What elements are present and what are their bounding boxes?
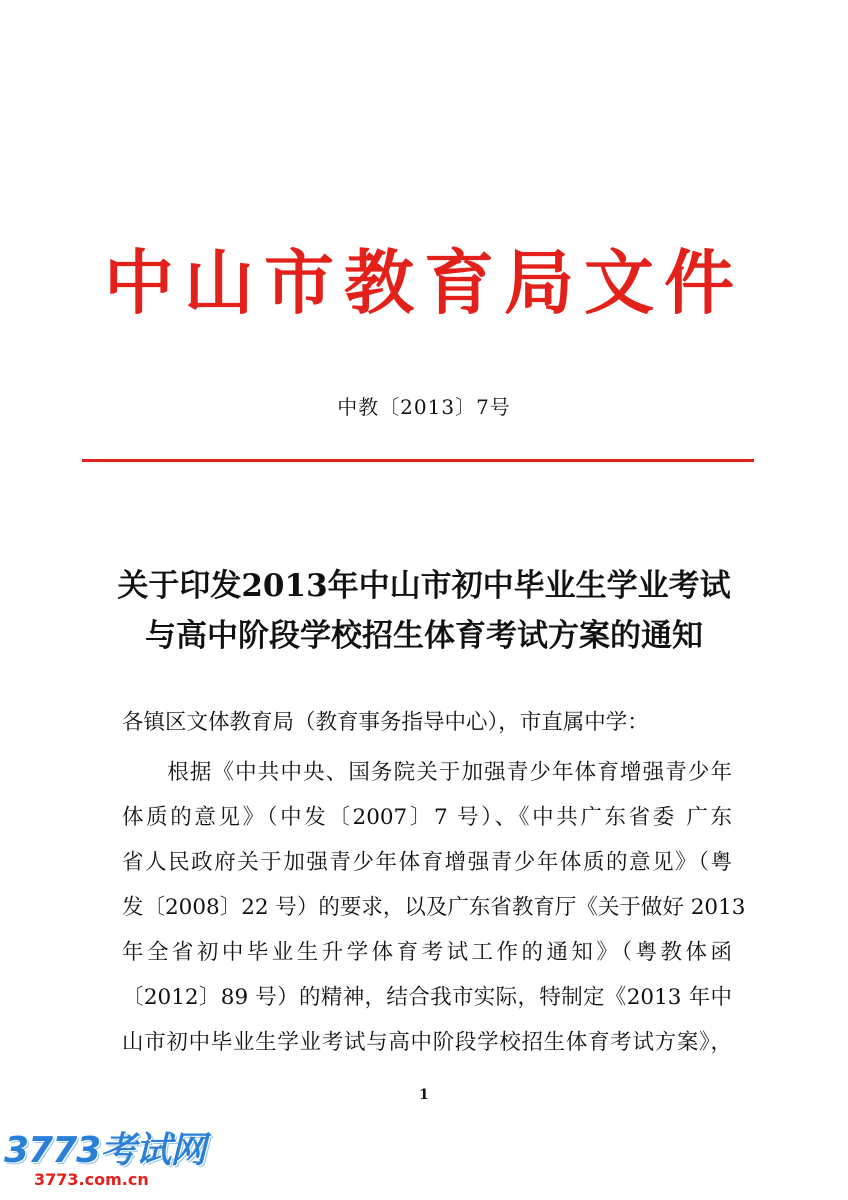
body-line: 〔2012〕89 号）的精神，结合我市实际，特制定《2013 年中	[122, 985, 732, 1010]
header-divider-line	[82, 459, 754, 462]
body-line: 根据《中共中央、国务院关于加强青少年体育增强青少年	[122, 760, 732, 785]
document-header-title: 中山市教育局文件	[104, 241, 744, 324]
page-number: 1	[419, 1087, 429, 1103]
salutation: 各镇区文体教育局（教育事务指导中心），市直属中学：	[122, 710, 649, 735]
body-line: 体质的意见》（中发〔2007〕7 号）、《中共广东省委 广东	[122, 805, 732, 830]
body-line: 省人民政府关于加强青少年体育增强青少年体质的意见》（粤	[122, 850, 732, 875]
document-number: 中教〔2013〕7号	[337, 395, 511, 419]
body-line: 年全省初中毕业生升学体育考试工作的通知》（粤教体函	[122, 940, 732, 965]
watermark-logo: 3773考试网	[4, 1130, 206, 1171]
watermark-url: 3773.com.cn	[34, 1170, 149, 1189]
body-line: 发〔2008〕22 号）的要求，以及广东省教育厅《关于做好 2013	[122, 895, 746, 920]
notice-title-line-2: 与高中阶段学校招生体育考试方案的通知	[145, 618, 703, 654]
site-watermark[interactable]	[4, 1131, 205, 1189]
body-line: 山市初中毕业生学业考试与高中阶段学校招生体育考试方案》，	[122, 1030, 732, 1055]
notice-title-line-1: 关于印发2013年中山市初中毕业生学业考试	[117, 568, 731, 604]
